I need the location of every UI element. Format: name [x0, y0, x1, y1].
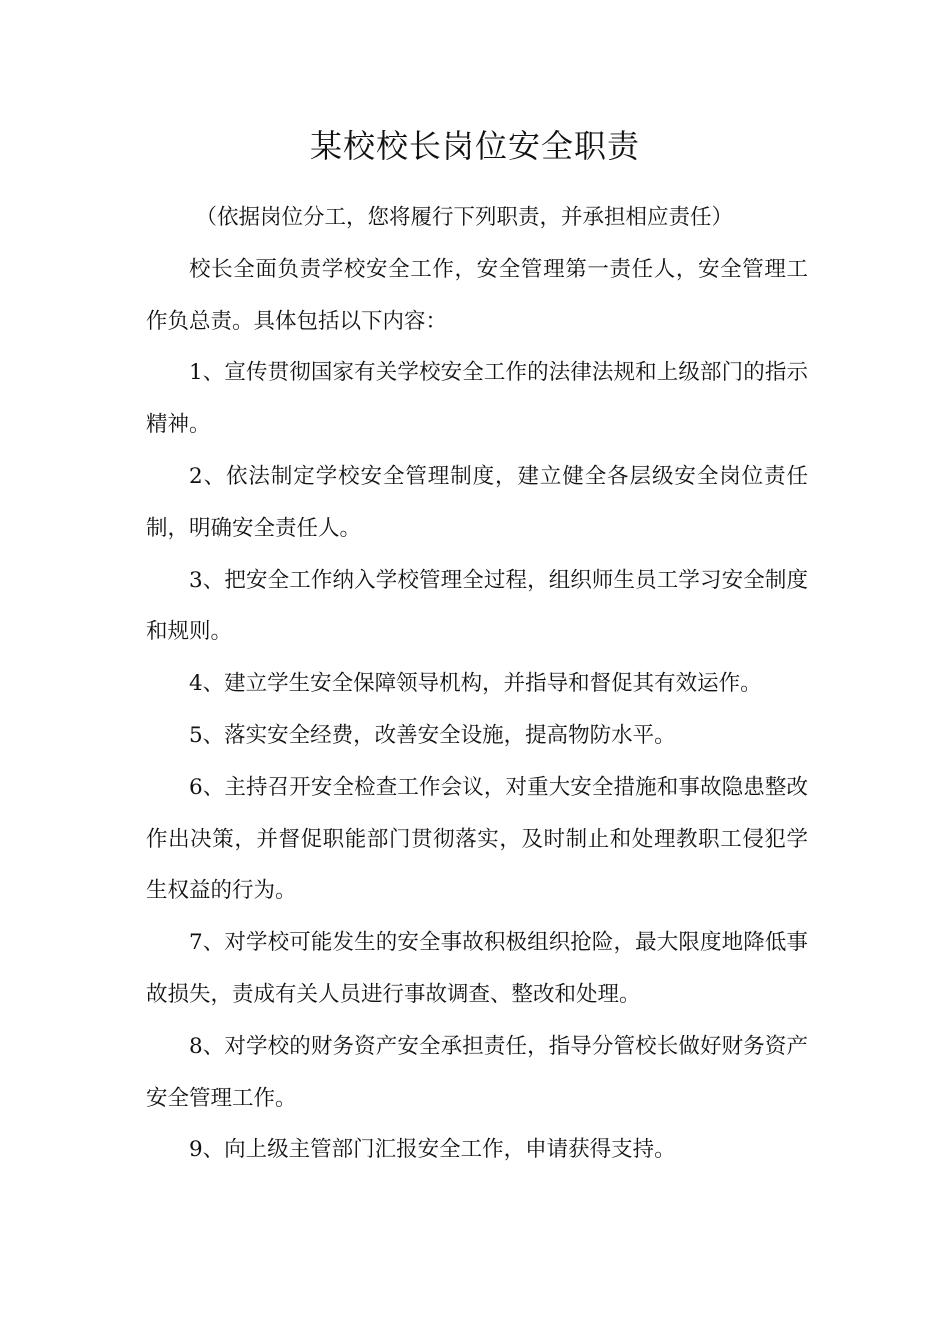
intro-paragraph: 校长全面负责学校安全工作，安全管理第一责任人，安全管理工作负总责。具体包括以下内容： [146, 256, 808, 334]
document-title: 某校校长岗位安全职责 [309, 127, 640, 165]
duty-item-3: 3、把安全工作纳入学校管理全过程，组织师生员工学习安全制度和规则。 [146, 567, 808, 645]
duty-item-6: 6、主持召开安全检查工作会议，对重大安全措施和事故隐患整改作出决策，并督促职能部门贯彻落实，及时制止和处理教职工侵犯学生权益的行为。 [146, 774, 808, 904]
duty-item-9: 9、向上级主管部门汇报安全工作，申请获得支持。 [189, 1137, 676, 1163]
duty-item-2: 2、依法制定学校安全管理制度，建立健全各层级安全岗位责任制，明确安全责任人。 [146, 463, 808, 541]
document-body [146, 192, 808, 1176]
duty-item-8: 8、对学校的财务资产安全承担责任，指导分管校长做好财务资产安全管理工作。 [146, 1033, 808, 1111]
responsibility-note: （依据岗位分工，您将履行下列职责，并承担相应责任） [195, 205, 733, 230]
duty-item-7: 7、对学校可能发生的安全事故积极组织抢险，最大限度地降低事故损失，责成有关人员进行事故调查、整改和处理。 [146, 930, 808, 1007]
duty-item-4: 4、建立学生安全保障领导机构，并指导和督促其有效运作。 [189, 671, 762, 697]
duty-item-1: 1、宣传贯彻国家有关学校安全工作的法律法规和上级部门的指示精神。 [146, 360, 808, 438]
duty-item-5: 5、落实安全经费，改善安全设施，提高物防水平。 [189, 722, 676, 748]
